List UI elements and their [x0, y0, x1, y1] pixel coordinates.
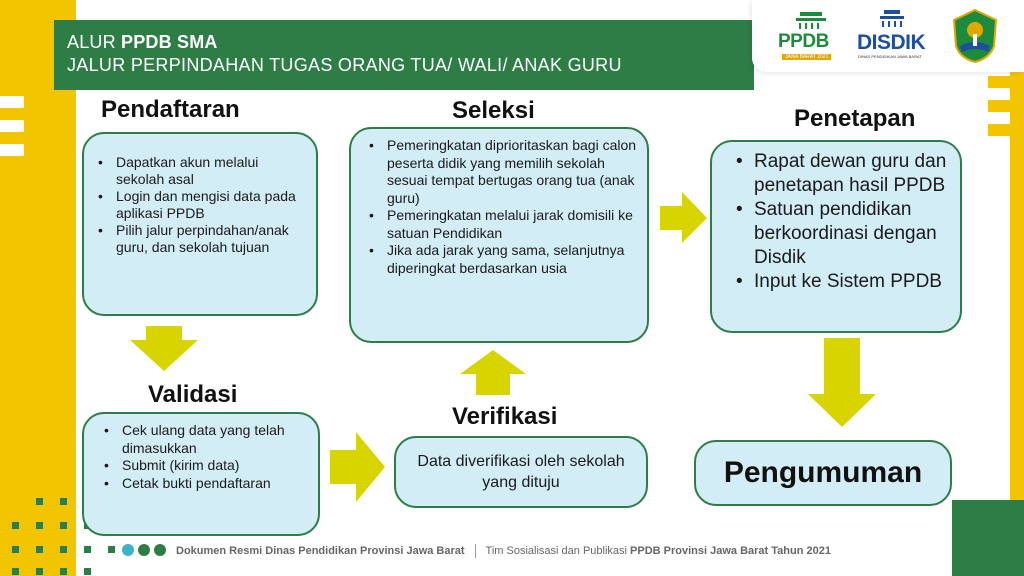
- heading-validasi: Validasi: [148, 381, 238, 408]
- right-yellow-dash: [988, 124, 1024, 136]
- heading-seleksi: Seleksi: [452, 97, 535, 124]
- disdik-logo-subtext: DINAS PENDIDIKAN JAWA BARAT: [858, 54, 922, 59]
- west-java-emblem-icon: [950, 8, 1000, 64]
- pendaftaran-box: [82, 132, 318, 316]
- right-yellow-bar: [1010, 70, 1024, 510]
- footer-right-prefix: Tim Sosialisasi dan Publikasi: [485, 544, 631, 557]
- pendaftaran-list: [94, 154, 308, 256]
- verifikasi-text: Data diverifikasi oleh sekolah yang dituju: [417, 453, 625, 491]
- heading-verifikasi: Verifikasi: [452, 403, 558, 430]
- list-item: • Dapatkan akun melalui sekolah asal: [94, 154, 308, 188]
- ppdb-logo-text: PPDB: [778, 31, 829, 52]
- page-title: ALUR PPDB SMA: [67, 32, 218, 52]
- penetapan-list: [732, 150, 954, 294]
- arrow-down-icon: [806, 338, 878, 428]
- list-item: • Jika ada jarak yang sama, selanjutnya diperingkat berdasarkan usia: [365, 242, 639, 277]
- arrow-down-icon: [128, 326, 200, 372]
- list-item: • Input ke Sistem PPDB: [732, 270, 954, 294]
- pengumuman-text: Pengumuman: [723, 456, 923, 489]
- right-yellow-dash: [988, 100, 1024, 112]
- right-yellow-dash: [988, 76, 1024, 88]
- seleksi-list: [365, 137, 639, 277]
- verifikasi-box: [394, 436, 648, 508]
- heading-penetapan: Penetapan: [794, 105, 916, 132]
- list-item: • Submit (kirim data): [100, 457, 312, 475]
- validasi-list: [100, 422, 312, 492]
- page-subtitle: JALUR PERPINDAHAN TUGAS ORANG TUA/ WALI/ ANAK GURU: [67, 55, 622, 75]
- left-bar-stripe: [0, 144, 24, 156]
- validasi-box: [82, 412, 320, 536]
- penetapan-box: [710, 140, 962, 333]
- disdik-logo-text: DISDIK: [857, 31, 926, 54]
- list-item: • Cetak bukti pendaftaran: [100, 475, 312, 493]
- left-bar-stripe: [0, 96, 24, 108]
- list-item: • Satuan pendidikan berkoordinasi dengan Disdik: [732, 198, 954, 270]
- heading-pendaftaran: Pendaftaran: [101, 96, 240, 123]
- footer-right-bold: PPDB Provinsi Jawa Barat Tahun 2021: [630, 544, 831, 557]
- arrow-up-icon: [458, 350, 528, 396]
- list-item: • Pemeringkatan diprioritaskan bagi calon peserta didik yang memilih sekolah sesuai tempat bertugas orang tua (anak guru): [365, 137, 639, 207]
- arrow-right-icon: [660, 192, 708, 244]
- seleksi-box: [349, 127, 649, 343]
- footer-separator: [475, 544, 476, 558]
- ppdb-logo-subtext: JAWA BARAT 2021: [782, 54, 831, 60]
- list-item: • Cek ulang data yang telah dimasukkan: [100, 422, 312, 457]
- disdik-building-icon: [872, 8, 912, 30]
- pengumuman-box: [694, 440, 952, 506]
- list-item: • Pemeringkatan melalui jarak domisili ke satuan Pendidikan: [365, 207, 639, 242]
- green-corner-block: [952, 500, 1024, 576]
- list-item: • Login dan mengisi data pada aplikasi PPDB: [94, 188, 308, 222]
- left-bar-stripe: [0, 120, 24, 132]
- list-item: • Rapat dewan guru dan penetapan hasil PPDB: [732, 150, 954, 198]
- arrow-right-icon: [330, 430, 386, 504]
- list-item: • Pilih jalur perpindahan/anak guru, dan sekolah tujuan: [94, 222, 308, 256]
- footer: [176, 544, 831, 558]
- footer-left-text: Dokumen Resmi Dinas Pendidikan Provinsi Jawa Barat: [176, 544, 465, 557]
